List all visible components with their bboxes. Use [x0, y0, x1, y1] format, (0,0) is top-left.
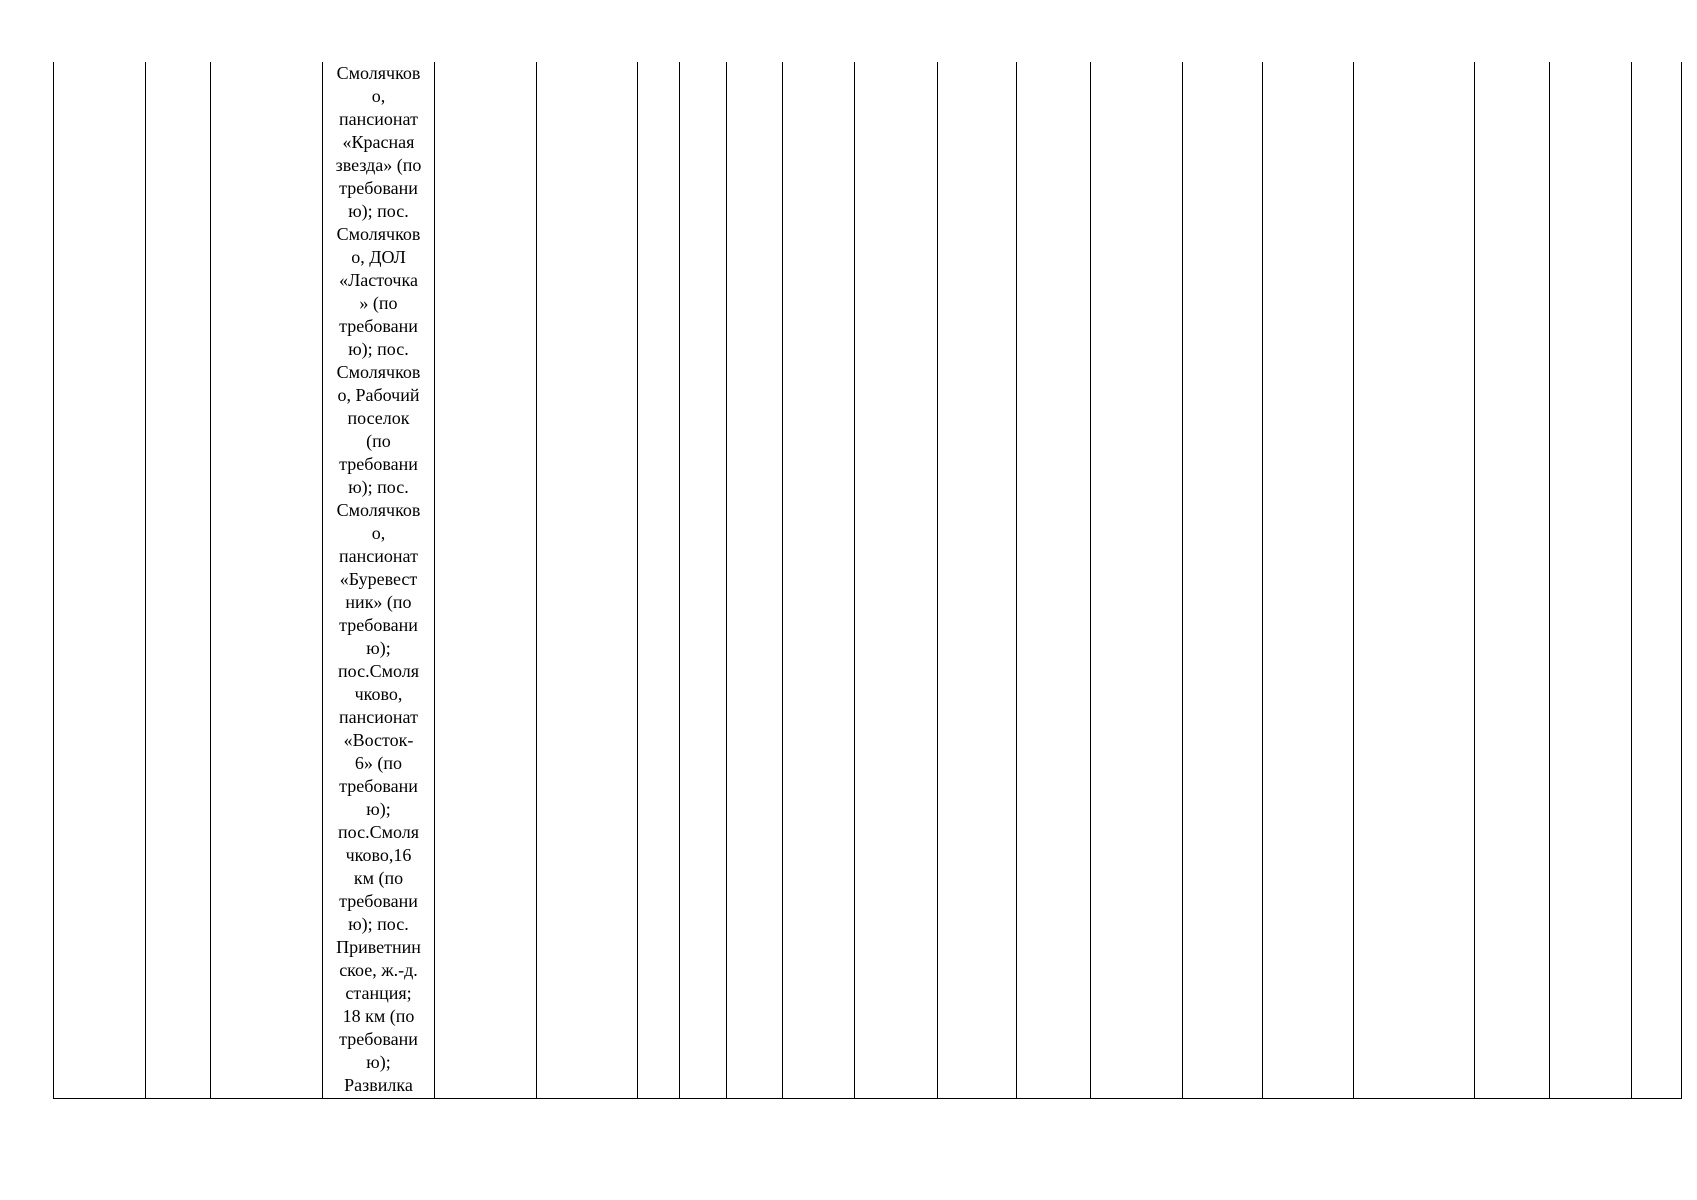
table-cell-9	[727, 62, 783, 1099]
route-stop-line: Смолячков	[336, 224, 421, 244]
route-stop-line: требовани	[339, 316, 418, 336]
route-stop-line: ю);	[366, 638, 391, 658]
route-stop-line: пансионат	[339, 109, 418, 129]
table-cell-3	[211, 62, 323, 1099]
table-cell-15	[1183, 62, 1263, 1099]
route-stop-line: станция;	[345, 983, 412, 1003]
route-stop-line: » (по	[359, 293, 398, 313]
route-stop-line: звезда» (по	[335, 155, 422, 175]
route-schedule-table	[53, 62, 1682, 1099]
route-stop-line: пос.Смоля	[338, 822, 419, 842]
route-stop-line: Смолячков	[336, 63, 421, 83]
route-stop-line: требовани	[339, 776, 418, 796]
route-stop-line: требовани	[339, 891, 418, 911]
route-stop-line: 6» (по	[354, 753, 403, 773]
table-cell-12	[938, 62, 1017, 1099]
route-stop-line: пансионат	[339, 707, 418, 727]
table-cell-18	[1475, 62, 1550, 1099]
table-cell-10	[783, 62, 855, 1099]
route-stop-line: ю); пос.	[348, 201, 409, 221]
table-cell-11	[855, 62, 938, 1099]
route-stop-line: 18 км (по	[342, 1006, 415, 1026]
route-stop-line: пансионат	[339, 546, 418, 566]
table-cell-13	[1017, 62, 1091, 1099]
route-stop-line: о,	[371, 86, 386, 106]
table-cell-16	[1263, 62, 1354, 1099]
table-cell-5	[435, 62, 537, 1099]
route-stop-line: ю);	[366, 799, 391, 819]
route-stop-line: требовани	[339, 178, 418, 198]
route-stop-line: ю); пос.	[348, 914, 409, 934]
table-cell-14	[1091, 62, 1183, 1099]
route-stop-line: Смолячков	[336, 500, 421, 520]
table-cell-8	[680, 62, 727, 1099]
route-stop-line: «Красная	[342, 132, 415, 152]
route-stop-line: «Буревест	[339, 569, 418, 589]
route-stop-line: поселок	[347, 408, 410, 428]
route-stop-line: «Восток-	[343, 730, 414, 750]
route-stop-line: требовани	[339, 615, 418, 635]
route-stop-line: Приветнин	[336, 937, 421, 957]
route-stop-line: Смолячков	[336, 362, 421, 382]
route-stop-line: ю); пос.	[348, 339, 409, 359]
table-cell-1	[54, 62, 146, 1099]
route-stop-line: ник» (по	[345, 592, 412, 612]
route-stop-line: о,	[371, 523, 386, 543]
route-stops-cell	[323, 62, 435, 1099]
route-stop-line: о, Рабочий	[337, 385, 420, 405]
route-stop-line: «Ласточка	[339, 270, 418, 290]
route-stop-line: Развилка	[344, 1075, 413, 1095]
route-stop-line: ское, ж.-д.	[339, 960, 418, 980]
route-stop-line: чково,16	[345, 845, 412, 865]
route-stop-line: требовани	[339, 1029, 418, 1049]
route-stop-line: км (по	[353, 868, 404, 888]
route-stop-line: ю);	[366, 1052, 391, 1072]
table-cell-20	[1632, 62, 1682, 1099]
route-stop-line: ю); пос.	[348, 477, 409, 497]
table-cell-6	[537, 62, 638, 1099]
route-stop-line: пос.Смоля	[338, 661, 419, 681]
table-row	[54, 62, 1682, 1099]
table-cell-19	[1550, 62, 1632, 1099]
route-stop-line: чково,	[354, 684, 403, 704]
route-stop-line: требовани	[339, 454, 418, 474]
route-stop-line: о, ДОЛ	[351, 247, 406, 267]
table-cell-17	[1354, 62, 1475, 1099]
route-stop-line: (по	[366, 431, 391, 451]
table-cell-7	[638, 62, 680, 1099]
table-cell-2	[146, 62, 211, 1099]
